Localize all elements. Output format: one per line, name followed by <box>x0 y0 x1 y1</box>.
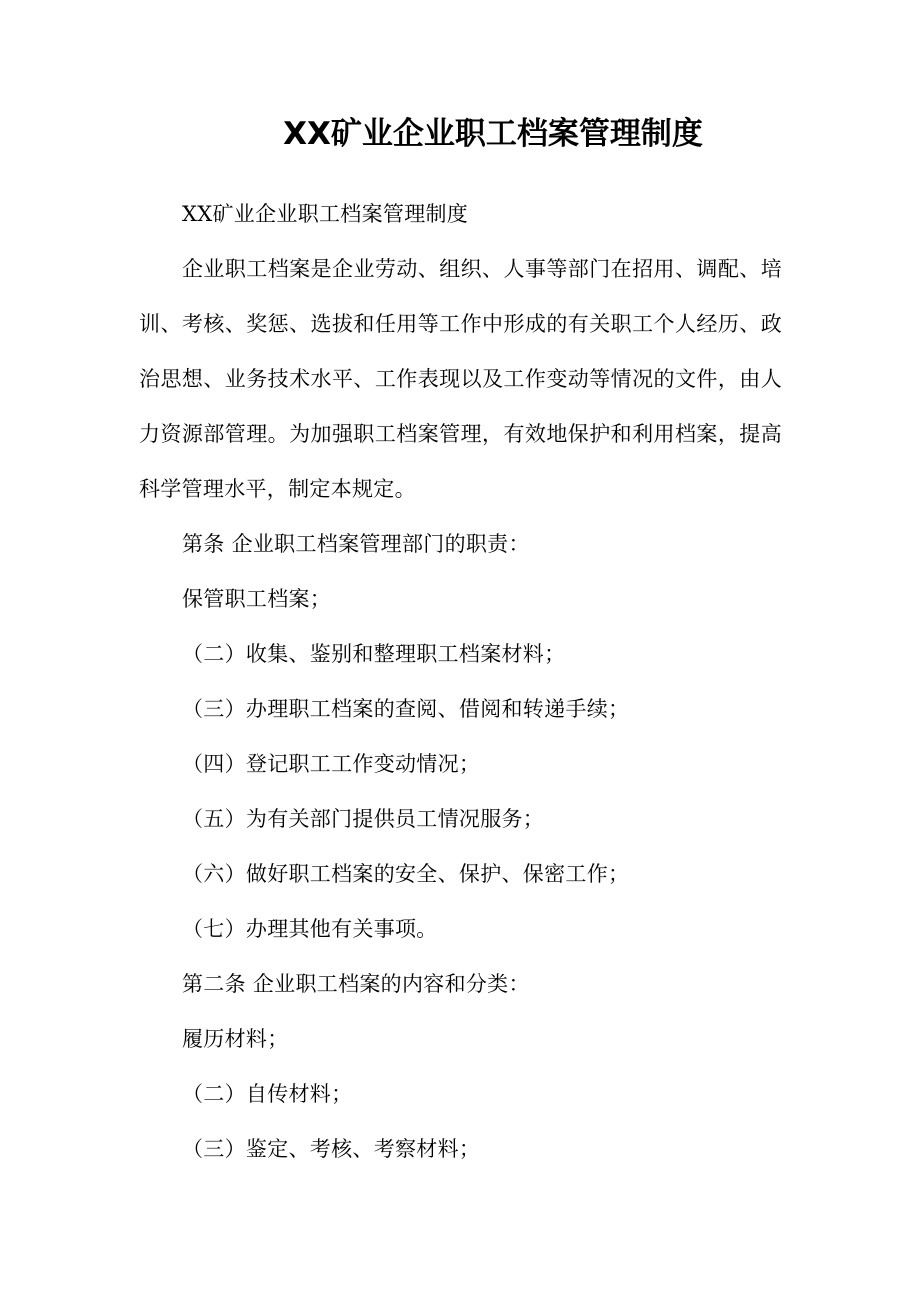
paragraph-item: （四）登记职工工作变动情况； <box>182 752 481 776</box>
paragraph-item: （三）鉴定、考核、考察材料； <box>182 1137 481 1161</box>
paragraph-item: （三）办理职工档案的查阅、借阅和转递手续； <box>182 697 630 721</box>
paragraph-item: （七）办理其他有关事项。 <box>182 917 438 941</box>
paragraph-article-1: 第条 企业职工档案管理部门的职责： <box>182 532 530 556</box>
paragraph-article-2: 第二条 企业职工档案的内容和分类： <box>182 972 530 996</box>
paragraph-subtitle: XX矿业企业职工档案管理制度 <box>182 202 469 226</box>
paragraph-item: （六）做好职工档案的安全、保护、保密工作； <box>182 862 630 886</box>
paragraph-item: （二）自传材料； <box>182 1082 353 1106</box>
paragraph-item: 保管职工档案； <box>182 587 332 611</box>
paragraph-item: （二）收集、鉴别和整理职工档案材料； <box>182 642 566 666</box>
document-title: XX矿业企业职工档案管理制度 <box>283 116 703 152</box>
paragraph-item: （五）为有关部门提供员工情况服务； <box>182 807 545 831</box>
paragraph-intro: 企业职工档案是企业劳动、组织、人事等部门在招用、调配、培训、考核、奖惩、选拔和任用等工作中形成的有关职工个人经历、政治思想、业务技术水平、工作表现以及工作变动等情况的文件，由人力资源部管理。为加强职工档案管理，有效地保护和利用档案，提高科学管理水平，制定本规定。 <box>139 257 782 501</box>
document-body <box>139 187 782 1177</box>
paragraph-item: 履历材料； <box>182 1027 289 1051</box>
